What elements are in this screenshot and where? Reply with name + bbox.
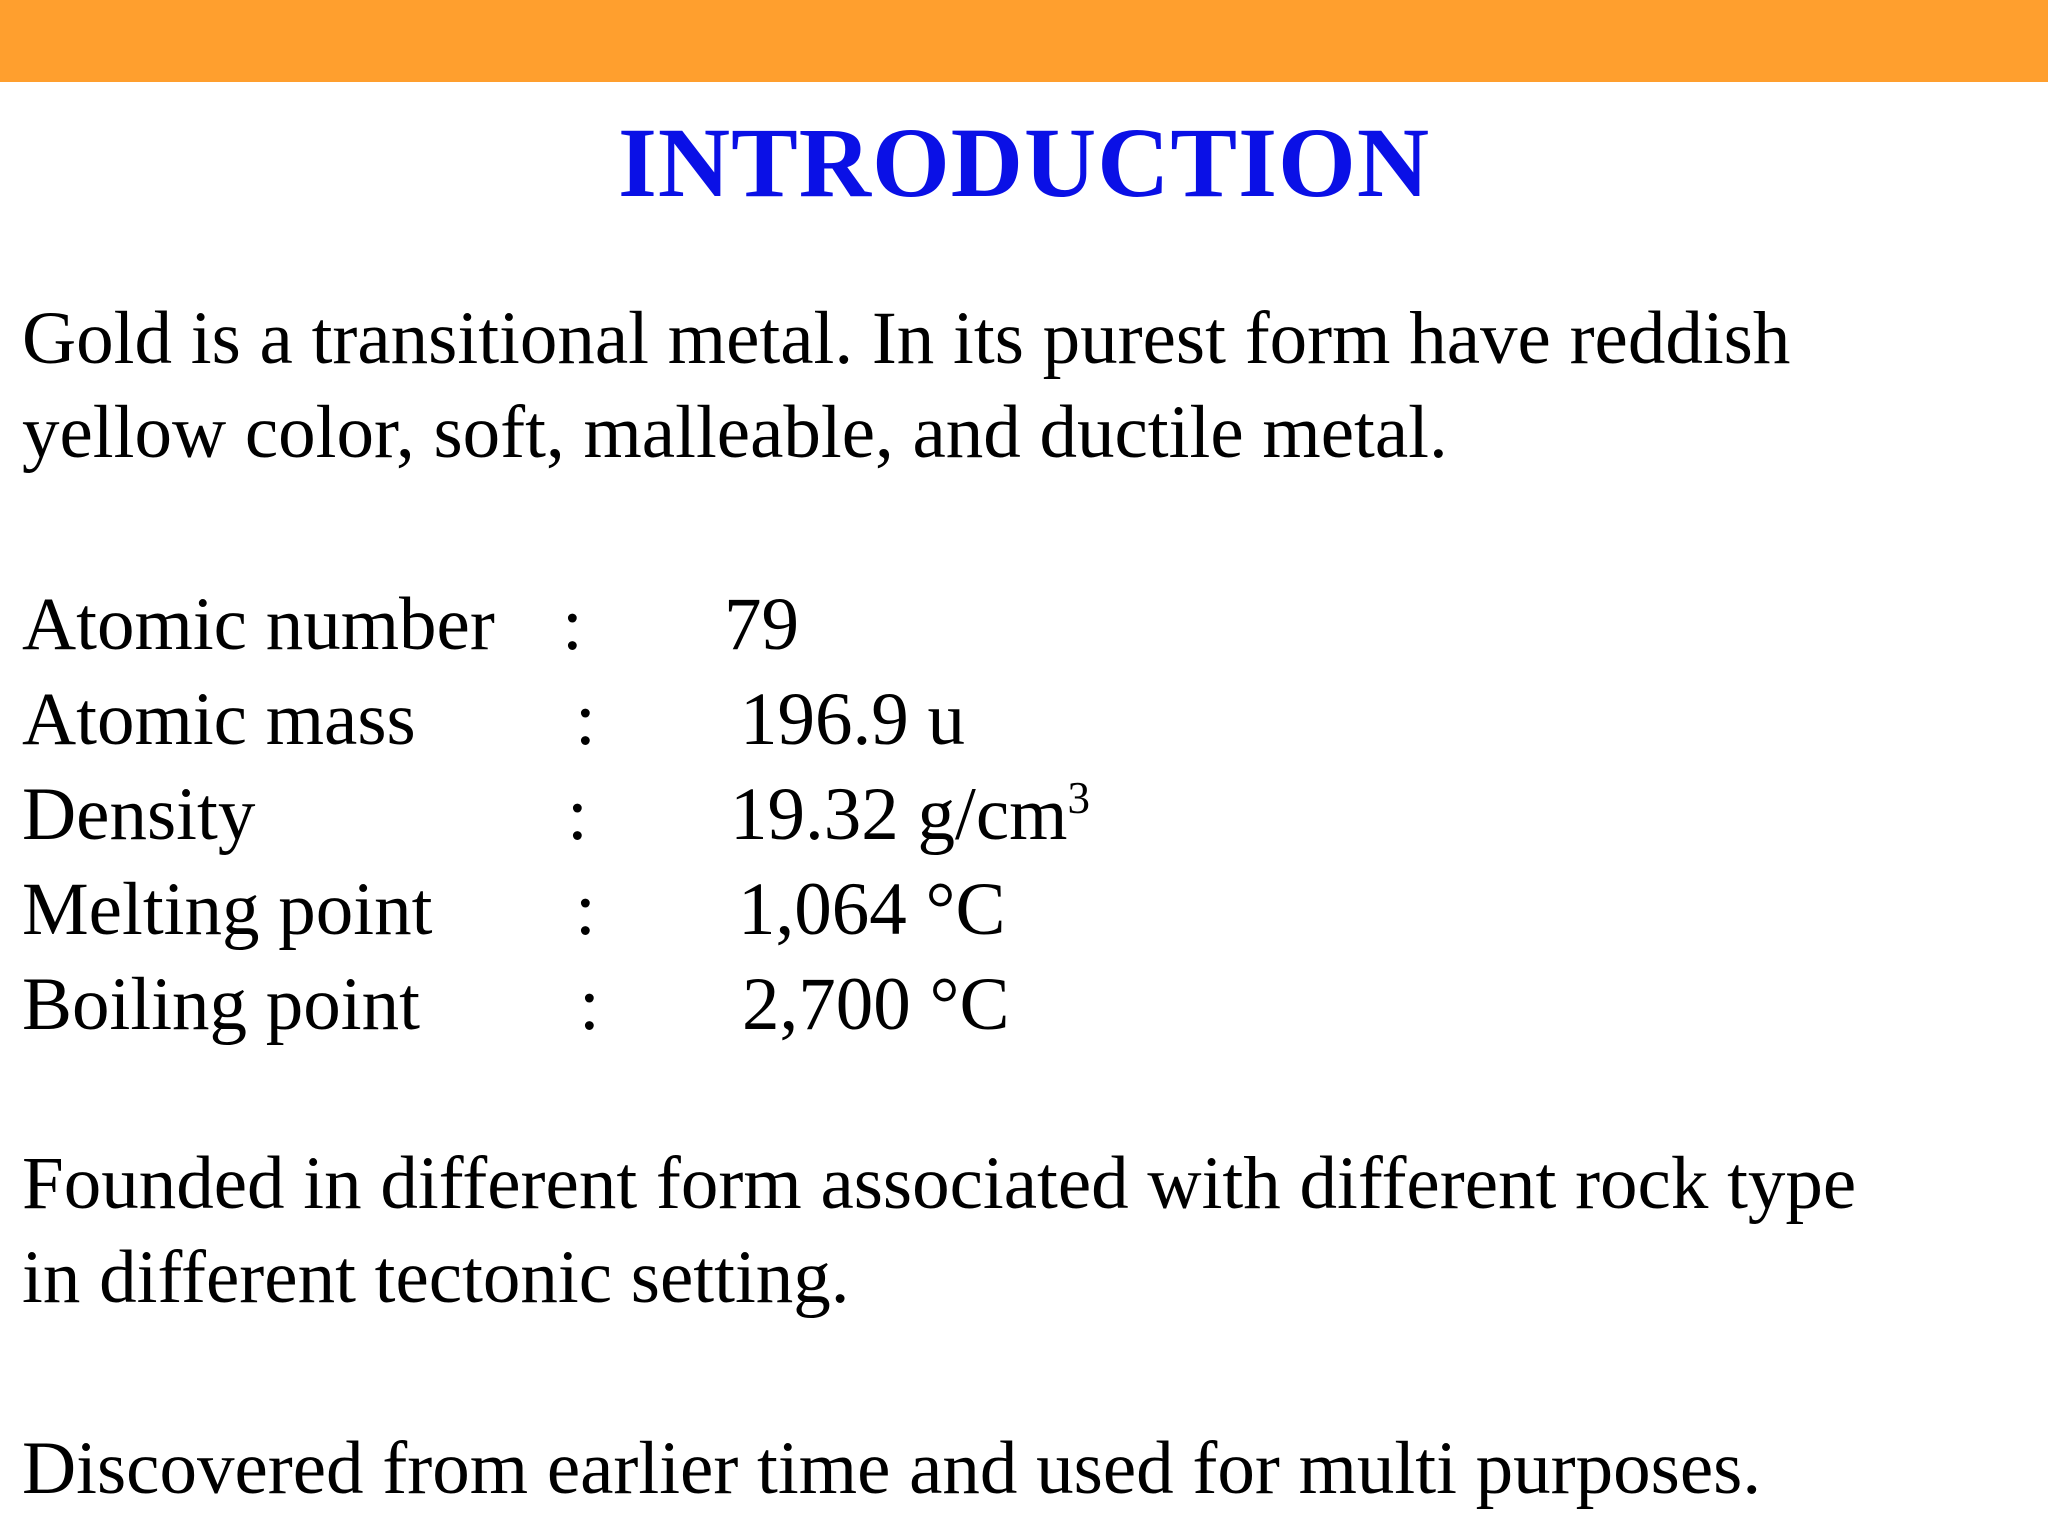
history-paragraph bbox=[22, 1422, 2022, 1516]
property-colon: : bbox=[579, 963, 600, 1046]
property-colon: : bbox=[575, 678, 596, 761]
intro-line: Gold is a transitional metal. In its purest form have reddish bbox=[22, 297, 1791, 380]
occurrence-paragraph bbox=[22, 1137, 2022, 1325]
occurrence-line: in different tectonic setting. bbox=[22, 1236, 850, 1319]
property-colon: : bbox=[562, 583, 583, 666]
property-colon: : bbox=[567, 773, 588, 856]
slide-title: INTRODUCTION bbox=[617, 107, 1431, 218]
property-label: Atomic mass bbox=[22, 678, 416, 761]
property-value-density bbox=[730, 768, 1090, 862]
property-value: 1,064 °C bbox=[738, 868, 1006, 951]
history-line: Discovered from earlier time and used for multi purposes. bbox=[22, 1427, 1762, 1510]
superscript-exponent: 3 bbox=[1067, 773, 1090, 823]
header-accent-bar bbox=[0, 0, 2048, 82]
property-label: Melting point bbox=[22, 868, 433, 951]
property-value: 79 bbox=[724, 583, 799, 666]
property-value: 19.32 g/cm bbox=[730, 773, 1068, 856]
property-label: Boiling point bbox=[22, 963, 420, 1046]
occurrence-line: Founded in different form associated with different rock type bbox=[22, 1142, 1857, 1225]
intro-line: yellow color, soft, malleable, and ductile metal. bbox=[22, 391, 1448, 474]
intro-paragraph bbox=[22, 292, 2022, 480]
property-value: 2,700 °C bbox=[742, 963, 1010, 1046]
property-colon: : bbox=[575, 868, 596, 951]
property-label: Atomic number bbox=[22, 583, 495, 666]
property-value: 196.9 u bbox=[740, 678, 965, 761]
property-label: Density bbox=[22, 773, 256, 856]
